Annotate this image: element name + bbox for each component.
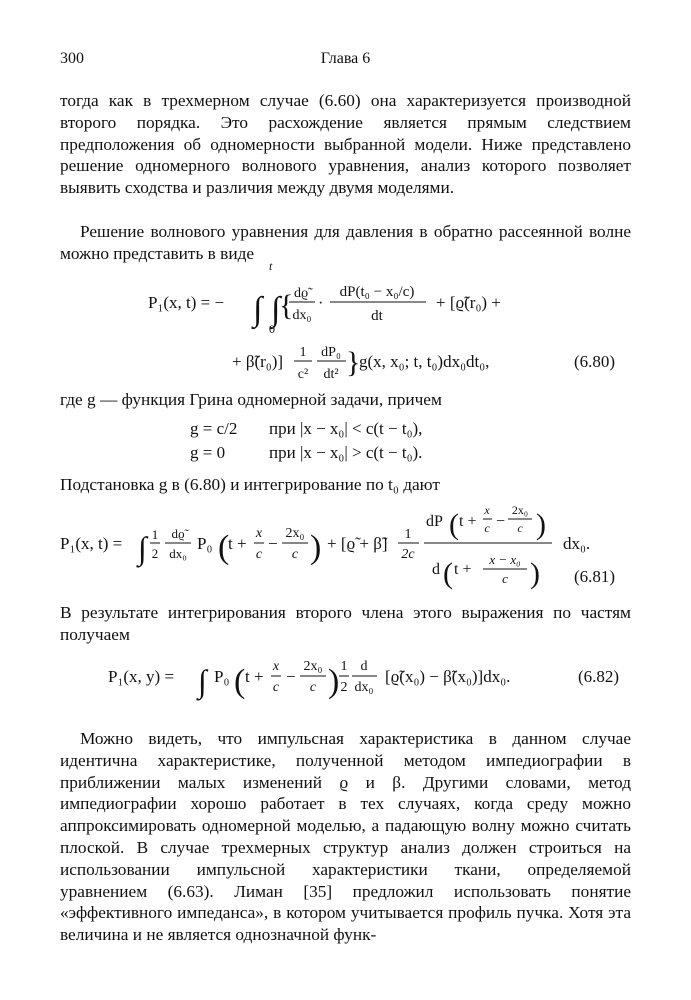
eq681-t-plus: t +: [228, 534, 247, 553]
eq682-minus: −: [286, 667, 296, 686]
eq681-one: 1: [404, 527, 412, 542]
green-line1-lhs: g = c/2: [190, 419, 238, 438]
eq680-frac2-num: dP(t₀ − x₀/c): [339, 284, 415, 300]
integral-icon: ∫: [138, 530, 147, 566]
eq682-c: c: [309, 680, 317, 695]
green-line1-rhs: при |x − x₀| < c(t − t₀),: [269, 419, 423, 438]
integral-icon: ∫: [271, 291, 281, 328]
eq682-c: c: [272, 680, 280, 695]
eq681-p0: P₀: [197, 534, 213, 553]
eq682-x: x: [272, 659, 280, 674]
chapter-title: Глава 6: [320, 50, 371, 67]
green-line2-rhs: при |x − x₀| > c(t − t₀).: [269, 443, 423, 462]
green-line2-lhs: g = 0: [190, 443, 226, 462]
paragraph-5: В результате интегрирования второго члена этого выражения по частям получаем: [60, 603, 631, 644]
paragraph-3: где g — функция Грина одномерной задачи, причем: [60, 390, 442, 409]
paragraph-4: Подстановка g в (6.80) и интегрирование по t₀ дают: [60, 475, 440, 494]
eq680-frac1-num: dϱ̃: [293, 286, 309, 301]
dot-operator: ·: [318, 295, 324, 312]
left-paren-icon: (: [443, 557, 453, 590]
eq681-drho: dϱ̃: [171, 526, 185, 541]
eq681-x-minus-x0: x − x₀: [489, 552, 521, 567]
eq682-dx0: dx₀: [354, 680, 374, 695]
eq680-frac3-num: 1: [299, 345, 307, 360]
eq680-int-lower: 0: [269, 322, 275, 336]
eq682-d: d: [360, 659, 368, 674]
eq680-number: (6.80): [574, 352, 616, 371]
eq681-c: c: [255, 547, 263, 562]
paragraph-6: Можно видеть, что импульсная характеристика в данном случае идентична характеристике, полученной методом импедиографии в приближении малых изменений ϱ и β. Другими словами, метод импедиографии хорошо работает в тех случаях, когда среду можно аппроксимировать одномерной моделью, а падающую волну можно считать плоской. В случае трехмерных структур анализ должен строиться на использовании импульсной характеристики ткани, определяемой уравнением (6.63). Лиман [35] предложил использовать понятие «эффективного импеданса», в котором учитывается профиль пучка. Хотя эта величина и не является однозначной функ-: [60, 729, 631, 945]
page-number: 300: [60, 50, 84, 67]
left-paren-icon: (: [234, 663, 246, 700]
integral-icon: ∫: [253, 291, 263, 328]
eq681-c: c: [291, 547, 299, 562]
eq682-number: (6.82): [578, 667, 620, 686]
eq681-dP: dP: [426, 513, 443, 530]
eq681-minus: −: [268, 534, 278, 553]
paragraph-1: тогда как в трехмерном случае (6.60) она характеризуется производной второго порядка. Это расхождение является прямым следствием предположения об одномерности выбранной модели. Ниже представлено решение одномерного волнового уравнения, анализ которого позволяет выявить сходства и различия между двумя моделями.: [60, 91, 631, 198]
green-function-cases: [190, 419, 422, 462]
eq681-number: (6.81): [574, 567, 616, 586]
eq680-frac4-den: dt²: [323, 367, 339, 382]
integral-icon: ∫: [198, 663, 207, 699]
left-paren-icon: (: [449, 508, 459, 541]
eq680-frac4-num: dP₀: [321, 345, 341, 360]
right-paren-icon: ): [536, 508, 546, 541]
eq680-frac1-den: dx₀: [292, 308, 312, 323]
eq681-d: d: [432, 561, 440, 578]
eq680-lhs: P₁(x, t) = −: [148, 293, 225, 312]
equation-6-81: [60, 503, 615, 590]
eq682-p0: P₀: [214, 667, 230, 686]
eq680-frac3-den: c²: [297, 367, 309, 382]
eq681-2x0: 2x₀: [511, 503, 529, 517]
equation-6-80: [148, 259, 615, 382]
eq680-line2-start: + β̃(r₀)]: [232, 352, 284, 371]
eq681-lhs: P₁(x, t) =: [60, 534, 123, 553]
eq681-half-num: 1: [151, 527, 159, 542]
left-paren-icon: (: [218, 529, 230, 566]
right-paren-icon: ): [310, 529, 322, 566]
eq682-two: 2: [340, 680, 348, 695]
eq681-x: x: [484, 503, 490, 517]
eq681-t-plus: t +: [459, 513, 477, 530]
eq681-c: c: [517, 521, 523, 535]
eq680-int-upper: t: [269, 259, 273, 273]
equation-6-82: [108, 659, 619, 701]
eq681-2c: 2c: [401, 547, 415, 562]
eq680-tail1: + [ϱ̃(r₀) +: [436, 293, 501, 312]
eq682-tail: [ϱ̃(x₀) − β̃(x₀)]dx₀.: [385, 667, 511, 686]
eq681-dx0: dx₀: [169, 546, 187, 561]
eq681-half-den: 2: [151, 546, 159, 561]
left-brace-icon: {: [279, 289, 294, 322]
eq681-mid: + [ϱ̃ + β̃]: [327, 534, 388, 553]
eq681-t-plus: t +: [454, 561, 472, 578]
right-paren-icon: ): [328, 663, 340, 700]
paragraph-2: Решение волнового уравнения для давления в обратно рассеянной волне можно представить в виде: [60, 222, 631, 263]
eq680-line2-end: g(x, x₀; t, t₀)dx₀dt₀,: [359, 352, 490, 371]
eq681-x: x: [255, 526, 263, 541]
eq681-2x0: 2x₀: [285, 526, 305, 541]
eq682-t-plus: t +: [245, 667, 264, 686]
eq681-tail: dx₀.: [563, 534, 591, 553]
eq682-one: 1: [340, 659, 348, 674]
right-paren-icon: ): [530, 557, 540, 590]
right-brace-icon: }: [346, 346, 361, 379]
eq682-2x0: 2x₀: [303, 659, 323, 674]
eq681-minus: −: [496, 513, 506, 530]
eq682-lhs: P₁(x, y) =: [108, 667, 175, 686]
eq681-c: c: [502, 571, 508, 586]
eq680-frac2-den: dt: [371, 308, 383, 324]
eq681-c: c: [484, 521, 490, 535]
